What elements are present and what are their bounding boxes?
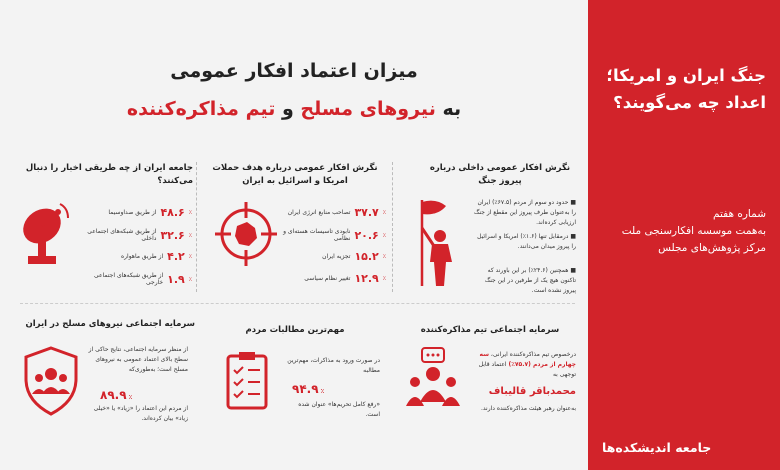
demands-title: مهم‌ترین مطالبات مردم [245,325,345,335]
percent-sign: ٪ [382,253,386,260]
sidebar-issue: شماره هفتم به‌همت موسسه افکارسنجی ملت مرکز پژوهش‌های مجلس [621,208,766,254]
stat-row [76,228,192,242]
soldiers-shield-icon [22,346,80,420]
divider [196,162,197,292]
sidebar-title: جنگ ایران و امریکا؛ اعداد چه می‌گویند؟ [606,66,766,112]
stat-value: ۳۲.۶ [160,228,185,242]
victory-section [400,162,580,188]
victory-item: ■ حدود دو سوم از مردم (۶۷.۵٪) ایران را به‌عنوان طرف پیروز این مقطع از جنگ ارزیابی کرده‌اند. [474,199,576,226]
percent-sign: ٪ [188,253,192,260]
stat-value: ۳۷.۷ [354,206,379,219]
stat-label: از طریق شبکه‌های اجتماعی داخلی [87,228,157,242]
stat-row [282,272,386,285]
stat-value: ۱۲.۹ [354,272,379,285]
demands-section [205,324,385,337]
satellite-icon [16,200,74,276]
stat-row [76,250,192,263]
stat-label: نابودی تاسیسات هسته‌ای و نظامی [283,228,351,242]
flag-person-icon [406,196,466,292]
percent-sign: ٪ [188,231,192,239]
goals-section [205,162,385,188]
demands-text2: «رفع کامل تحریم‌ها» عنوان شده است. [298,401,380,418]
forces-text2: از مردم این اعتماد را «زیاد» یا «خیلی زیاد» بیان کرده‌اند. [93,405,188,422]
media-section [18,162,193,188]
headline-line2: به نیروهای مسلح و تیم مذاکره‌کننده [126,98,462,120]
stat-value: ۴۸.۶ [160,206,185,219]
stat-label: تصاحب منابع انرژی ایران [287,209,351,216]
forces-section [20,318,195,331]
stat-row [76,206,192,219]
team-text3: به‌عنوان رهبر هیئت مذاکره‌کننده دارند. [480,405,576,412]
percent-sign: ٪ [188,209,192,216]
stat-label: از طریق شبکه‌های اجتماعی خارجی [93,272,164,286]
stat-label: از طریق صداوسیما [108,209,157,216]
percent-sign: ٪ [382,209,386,216]
stat-label: از طریق ماهواره [121,253,164,260]
percent-sign: ٪ [382,275,386,282]
stat-value: ۲۰.۶ [354,228,379,242]
percent-sign: ٪ [382,231,386,239]
stat-row [282,250,386,263]
headline-line1: میزان اعتماد افکار عمومی [170,60,418,82]
stat-row [282,206,386,219]
stat-label: تجزیه ایران [322,253,351,260]
victory-item: ■ درمقابل تنها (۱.۶٪) امریکا و اسرائیل را پیروز میدان می‌دانند. [477,233,576,250]
sidebar [588,0,780,470]
team-section [400,324,580,337]
stat-row [282,228,386,242]
team-name: محمدباقر قالیباف [488,386,576,397]
demands-value: ٪ ۹۴.۹ [292,382,325,396]
victory-title: نگرش افکار عمومی داخلی درباره پیروز جنگ [429,163,571,186]
stat-value: ۱۵.۲ [354,250,379,263]
divider [392,162,393,292]
goals-title: نگرش افکار عمومی درباره هدف حملات امریکا و اسرائیل به ایران [212,163,378,186]
forces-text: از منظر سرمایه اجتماعی، نتایج حاکی از سطح بالای اعتماد عمومی به نیروهای مسلح است؛ به‌طوری‌که [88,346,188,373]
stat-row [76,272,192,286]
demands-text: در صورت ورود به مذاکرات، مهم‌ترین مطالبه [287,357,380,374]
percent-sign: ٪ [188,275,192,283]
checklist-icon [224,350,272,416]
stat-value: ۴.۲ [167,250,185,263]
forces-value: ٪ ۸۹.۹ [100,388,133,402]
divider [20,303,575,304]
team-text: درخصوص تیم مذاکره‌کننده ایرانی، سه چهارم از مردم (۷۵.۷٪) اعتماد قابل توجهی به [478,351,576,378]
victory-item: ■ همچنین (۲۴.۶٪) بر این باورند که تاکنون هیچ یک از طرفین در این جنگ پیروز نشده است. [484,267,576,294]
stat-value: ۱.۹ [167,272,185,286]
brand-logo: جامعه اندیشکده‌ها [602,440,712,455]
media-title: جامعه ایران از چه طریقی اخبار را دنبال می‌کنند؟ [25,163,193,186]
stat-label: تغییر نظام سیاسی [304,275,351,282]
crosshair-icon [215,198,277,274]
group-chat-icon [404,346,462,422]
forces-title: سرمایه اجتماعی نیروهای مسلح در ایران [25,319,195,329]
team-title: سرمایه اجتماعی تیم مذاکره‌کننده [420,325,560,335]
